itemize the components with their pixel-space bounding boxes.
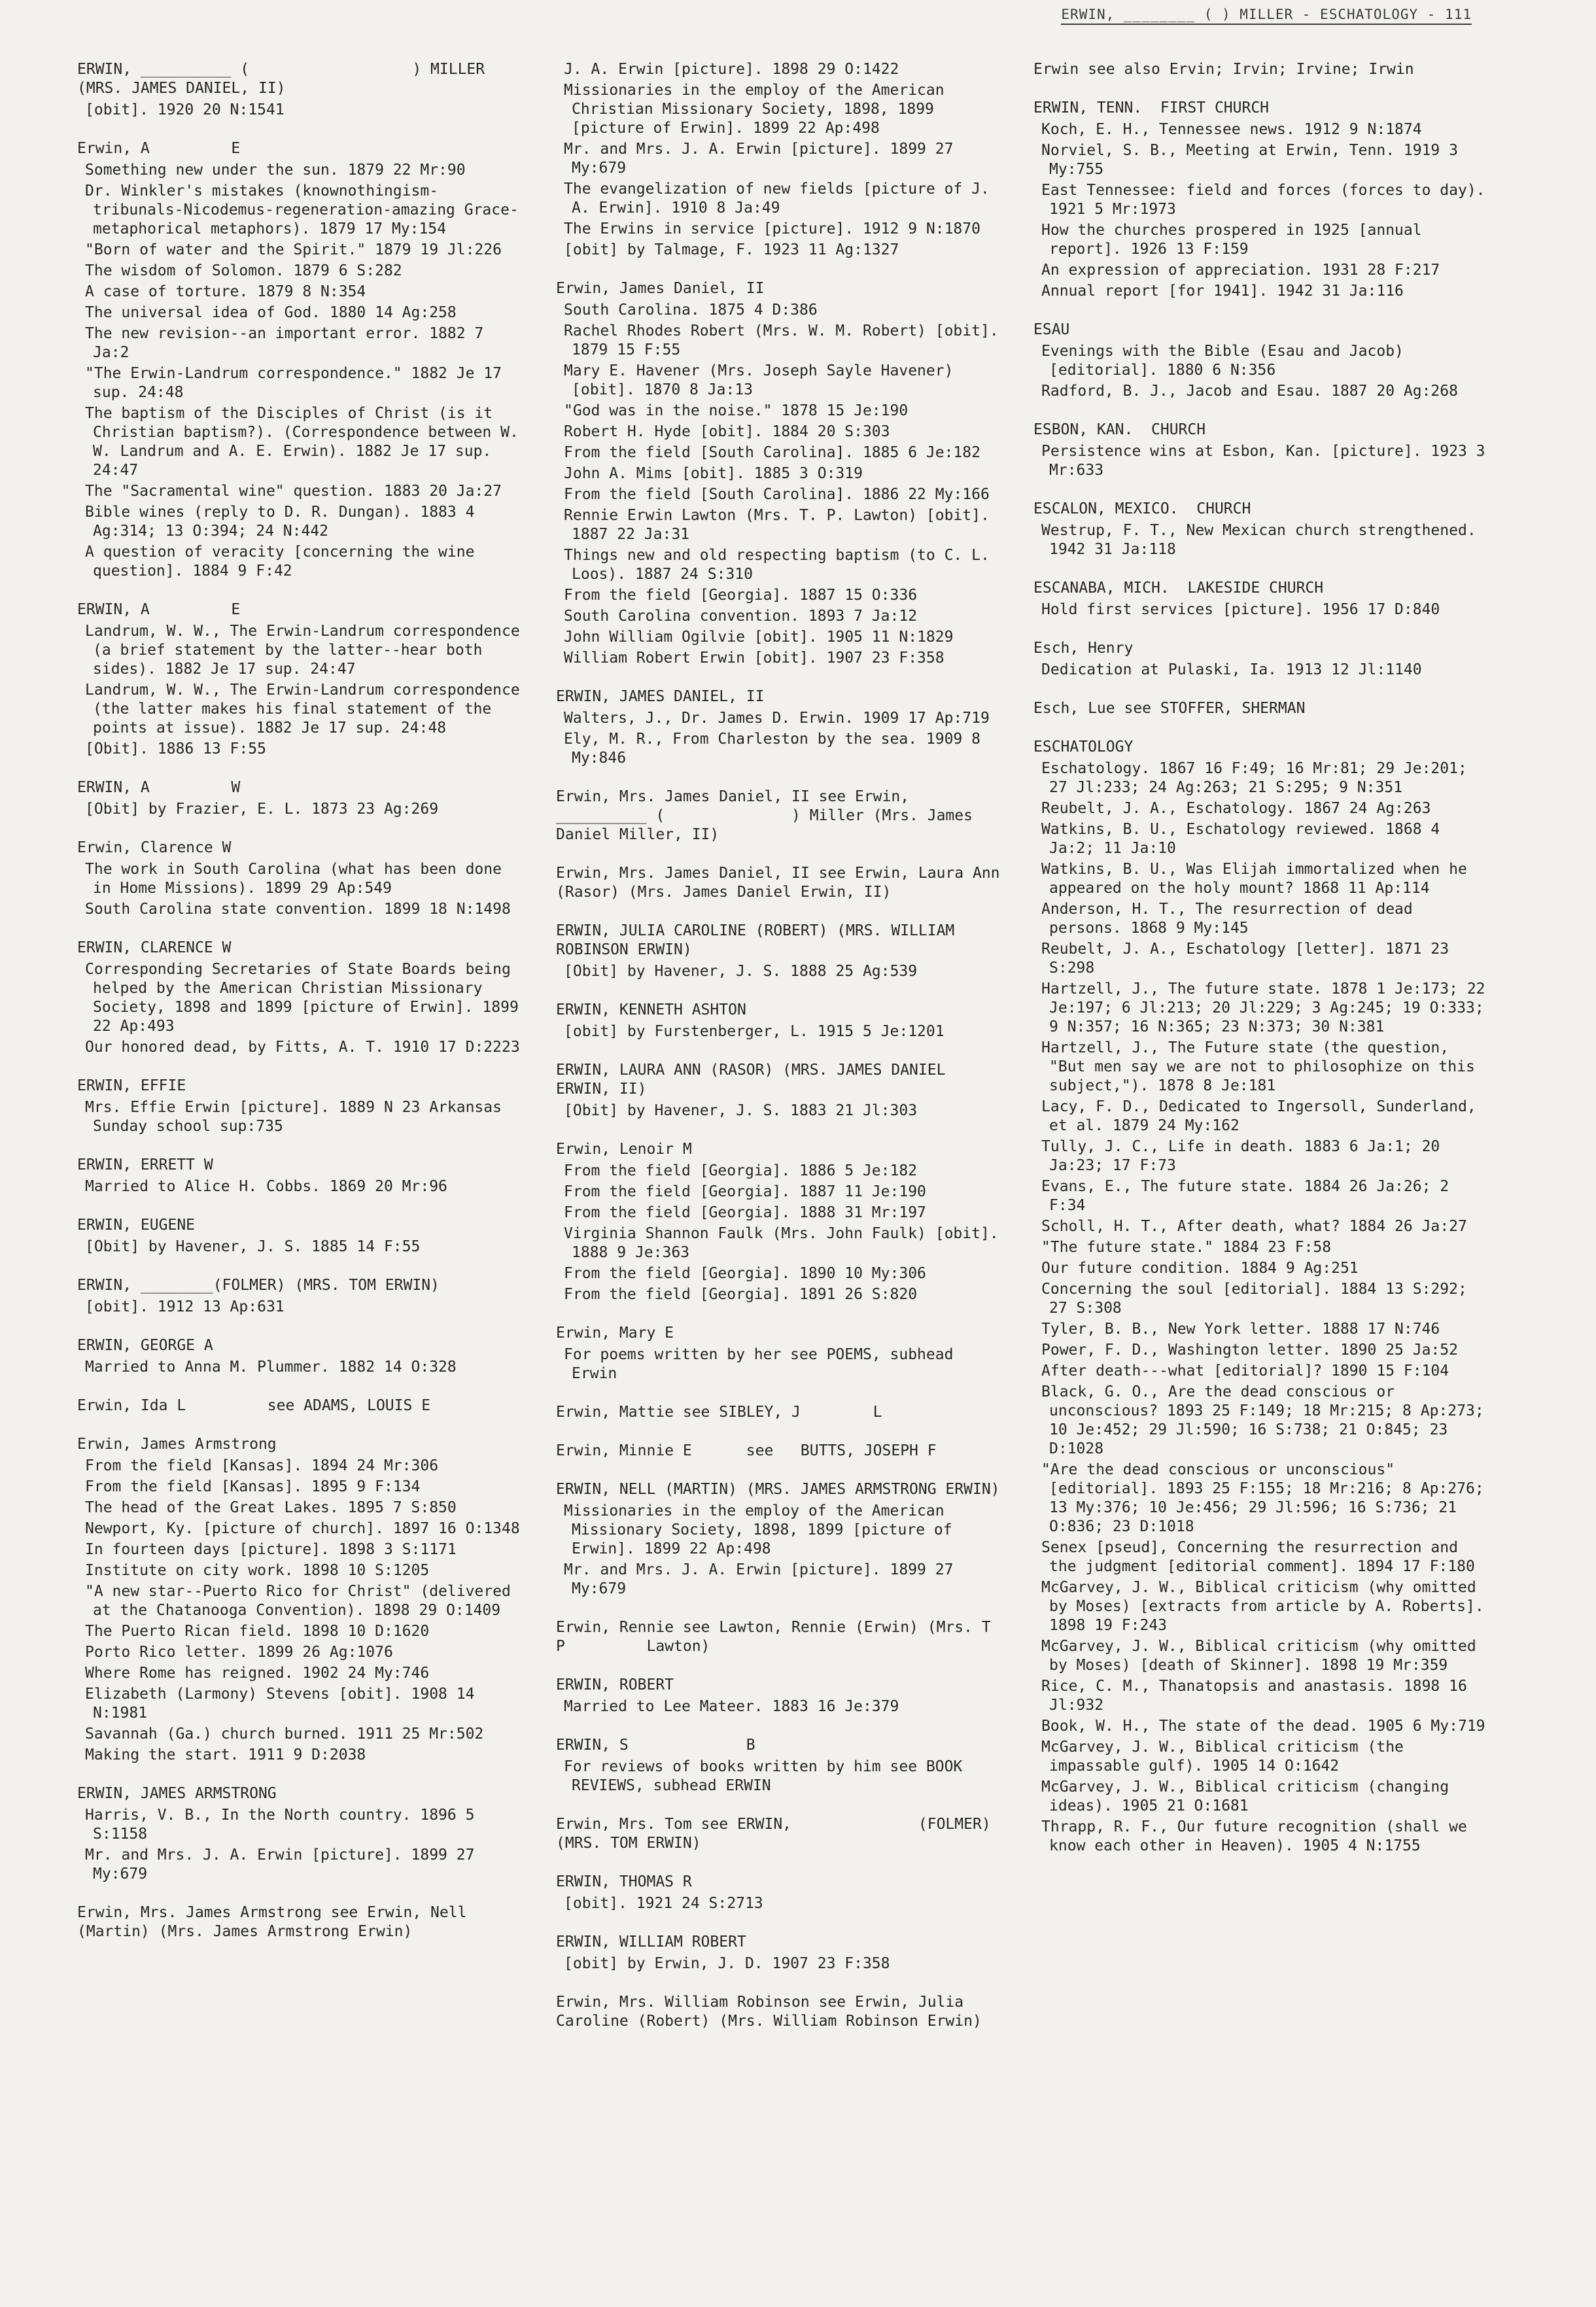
index-entry (556, 60, 1007, 260)
citation: William Robert Erwin [obit]. 1907 23 F:358 (564, 650, 945, 667)
citation: Mr. and Mrs. J. A. Erwin [picture]. 1899 27 My:679 (564, 141, 963, 177)
citation: Evans, E., The future state. 1884 26 Ja:26; 2 F:34 (1041, 1178, 1458, 1214)
citation: The work in South Carolina (what has been done in Home Missions). 1899 29 Ap:549 (85, 861, 511, 897)
citation: McGarvey, J. W., Biblical criticism (the impassable gulf). 1905 14 O:1642 (1041, 1739, 1413, 1775)
citation: Virginia Shannon Faulk (Mrs. John Faulk) [obit]. 1888 9 Je:363 (564, 1225, 1008, 1261)
entry-heading: Erwin, Rennie see Lawton, Rennie (Erwin) (Mrs. T P Lawton) (556, 1619, 1073, 1655)
citation: How the churches prospered in 1925 [annual report]. 1926 13 F:159 (1041, 222, 1431, 258)
entry-heading: ERWIN, TENN. FIRST CHURCH (1033, 99, 1270, 116)
citation: Black, G. O., Are the dead conscious or unconscious? 1893 25 F:149; 18 Mr:215; 8 Ap:273; 10 Je:452; 29 Jl:590; 16 S:738; 21 O:845; 23 D:1028 (1041, 1383, 1493, 1457)
entry-heading: Erwin, Ida L see ADAMS, LOUIS E (77, 1397, 431, 1414)
entry-heading: Erwin, James Armstrong (77, 1436, 277, 1453)
index-entry (77, 778, 522, 819)
citation: Savannah (Ga.) church burned. 1911 25 Mr:502 (85, 1726, 484, 1743)
index-entry (1033, 500, 1491, 559)
citation: Making the start. 1911 9 D:2038 (85, 1746, 366, 1763)
citation: Married to Lee Mateer. 1883 16 Je:379 (564, 1698, 899, 1715)
index-entry (556, 1736, 1007, 1795)
citation: Married to Alice H. Cobbs. 1869 20 Mr:96 (85, 1178, 447, 1195)
index-entry (556, 1933, 1007, 1973)
entry-heading: Erwin, Clarence W (77, 839, 232, 856)
entry-heading: ESCANABA, MICH. LAKESIDE CHURCH (1033, 580, 1324, 597)
index-entry (1033, 738, 1495, 1856)
citation: Power, F. D., Washington letter. 1890 25 Ja:52 (1041, 1342, 1458, 1359)
index-entry (556, 687, 1007, 768)
citation: The new revision--an important error. 1882 7 Ja:2 (85, 325, 493, 361)
citation: Hold first services [picture]. 1956 17 D:840 (1041, 601, 1440, 618)
citation: Landrum, W. W., The Erwin-Landrum correspondence (a brief statement by the latter--hear both sides). 1882 Je 17 sup. 24:47 (85, 623, 529, 678)
citation: "Are the dead conscious or unconscious" [editorial]. 1893 25 F:155; 18 Mr:216; 8 Ap:276; 13 My:376; 10 Je:456; 29 Jl:596; 16 S:736; 21 O:836; 23 D:1018 (1041, 1461, 1493, 1535)
index-entry (77, 839, 522, 919)
index-entry (556, 788, 1007, 844)
citation: An expression of appreciation. 1931 28 F:217 (1041, 262, 1440, 279)
index-entry (556, 1676, 1007, 1716)
citation: Radford, B. J., Jacob and Esau. 1887 20 Ag:268 (1041, 383, 1458, 400)
citation: Hartzell, J., The Future state (the question, "But men say we are not to philosophize on this subject,"). 1878 8 Je:181 (1041, 1039, 1484, 1094)
citation: [obit] by Erwin, J. D. 1907 23 F:358 (564, 1955, 890, 1972)
index-entry (1033, 579, 1491, 619)
citation: From the field [Georgia]. 1886 5 Je:182 (564, 1162, 918, 1179)
citation: Our honored dead, by Fitts, A. T. 1910 17 D:2223 (85, 1039, 520, 1056)
entry-heading: ERWIN, S B (556, 1737, 755, 1754)
citation: "The Erwin-Landrum correspondence." 1882 Je 17 sup. 24:48 (85, 365, 511, 401)
entry-heading: Erwin, Mrs. William Robinson see Erwin, Julia Caroline (Robert) (Mrs. William Robinson Erwin) (556, 1994, 982, 2030)
entry-heading: ERWIN, JAMES DANIEL, II (556, 688, 765, 705)
citation: From the field [Georgia]. 1891 26 S:820 (564, 1286, 918, 1303)
index-entry (77, 1276, 522, 1317)
index-entry (556, 864, 1007, 902)
citation: John A. Mims [obit]. 1885 3 O:319 (564, 465, 863, 482)
citation: The "Sacramental wine" question. 1883 20 Ja:27 (85, 483, 502, 500)
citation: Walters, J., Dr. James D. Erwin. 1909 17 Ap:719 (564, 710, 990, 727)
citation: [obit]. 1912 13 Ap:631 (85, 1298, 285, 1315)
index-entry (77, 60, 522, 120)
citation: [obit]. 1920 20 N:1541 (85, 101, 285, 118)
citation: A question of veracity [concerning the wine question]. 1884 9 F:42 (85, 544, 484, 580)
index-entry (556, 1618, 1073, 1656)
entry-heading: Erwin see also Ervin; Irvin; Irvine; Irwin (1033, 61, 1414, 78)
citation: From the field [Georgia]. 1890 10 My:306 (564, 1265, 926, 1282)
citation: [Obit] by Frazier, E. L. 1873 23 Ag:269 (85, 801, 439, 818)
index-column-right (1033, 60, 1495, 1875)
citation: Elizabeth (Larmony) Stevens [obit]. 1908 14 N:1981 (85, 1686, 484, 1722)
citation: For poems written by her see POEMS, subhead Erwin (564, 1346, 963, 1382)
index-entry (1033, 99, 1495, 301)
citation: The universal idea of God. 1880 14 Ag:258 (85, 304, 457, 321)
citation: South Carolina. 1875 4 D:386 (564, 302, 818, 319)
citation: McGarvey, J. W., Biblical criticism (changing ideas). 1905 21 O:1681 (1041, 1778, 1458, 1814)
citation: Ely, M. R., From Charleston by the sea. 1909 8 My:846 (564, 731, 990, 767)
citation: Corresponding Secretaries of State Boards being helped by the American Christian Missionary Society, 1898 and 1899 [picture of Erwin]. 1899 22 Ap:493 (85, 961, 528, 1035)
entry-heading: Erwin, Mrs. Tom see ERWIN, (FOLMER) (MRS. TOM ERWIN) (556, 1816, 1000, 1852)
citation: From the field [Kansas]. 1895 9 F:134 (85, 1478, 421, 1495)
citation: A case of torture. 1879 8 N:354 (85, 283, 366, 300)
citation: Watkins, B. U., Was Elijah immortalized when he appeared on the holy mount? 1868 11 Ap:114 (1041, 861, 1476, 897)
index-entry (556, 922, 1007, 981)
index-entry (77, 139, 528, 581)
entry-heading: Erwin, James Daniel, II (556, 280, 765, 297)
citation: Evenings with the Bible (Esau and Jacob) [editorial]. 1880 6 N:356 (1041, 343, 1413, 379)
entry-heading: ERWIN, CLARENCE W (77, 939, 232, 956)
index-entry (556, 1324, 1007, 1383)
index-entry (556, 1480, 1007, 1599)
index-entry (556, 1001, 1007, 1041)
citation: Persistence wins at Esbon, Kan. [picture]. 1923 3 Mr:633 (1041, 443, 1495, 479)
entry-heading: ERWIN, JAMES ARMSTRONG (77, 1785, 277, 1802)
citation: Landrum, W. W., The Erwin-Landrum correspondence (the latter makes his final statement of the points at issue). 1882 Je 17 sup. 24:48 (85, 682, 529, 737)
citation: Married to Anna M. Plummer. 1882 14 O:328 (85, 1359, 457, 1376)
index-entry (556, 1815, 1007, 1853)
citation: The wisdom of Solomon. 1879 6 S:282 (85, 262, 402, 279)
citation: [Obit] by Havener, J. S. 1883 21 Jl:303 (564, 1102, 918, 1119)
entry-heading: Erwin, A E (77, 140, 241, 157)
citation: Harris, V. B., In the North country. 1896 5 S:1158 (85, 1807, 484, 1843)
citation: Reubelt, J. A., Eschatology. 1867 24 Ag:263 (1041, 800, 1431, 817)
citation: Hartzell, J., The future state. 1878 1 Je:173; 22 Je:197; 6 Jl:213; 20 Jl:229; 3 Ag:245; 19 O:333; 9 N:357; 16 N:365; 23 N:373; 30 N:381 (1041, 980, 1495, 1035)
citation: Things new and old respecting baptism (to C. L. Loos). 1887 24 S:310 (564, 547, 999, 583)
entry-heading: Erwin, Mrs. James Daniel, II see Erwin, Laura Ann (Rasor) (Mrs. James Daniel Erwin, II) (556, 865, 1009, 901)
entry-heading: ERWIN, A W (77, 779, 241, 796)
citation: Mr. and Mrs. J. A. Erwin [picture]. 1899 27 My:679 (85, 1847, 484, 1882)
citation: "Born of water and the Spirit." 1879 19 Jl:226 (85, 241, 502, 258)
citation: Mrs. Effie Erwin [picture]. 1889 N 23 Arkansas Sunday school sup:735 (85, 1099, 511, 1135)
citation: Dr. Winkler's mistakes (knownothingism-tribunals-Nicodemus-regeneration-amazing Grace-metaphorical metaphors). 1879 17 My:154 (85, 182, 519, 237)
citation: Thrapp, R. F., Our future recognition (shall we know each other in Heaven). 1905 4 N:1755 (1041, 1818, 1476, 1854)
citation: Book, W. H., The state of the dead. 1905 6 My:719 (1041, 1718, 1485, 1735)
index-entry (77, 1077, 522, 1136)
entry-heading: Esch, Lue see STOFFER, SHERMAN (1033, 700, 1306, 717)
citation: "A new star--Puerto Rico for Christ" (delivered at the Chatanooga Convention). 1898 29 O:1409 (85, 1583, 520, 1619)
entry-heading: ERWIN, __________ ( ) MILLER (MRS. JAMES DANIEL, II) (77, 61, 494, 97)
index-entry (77, 1396, 522, 1415)
citation: Rennie Erwin Lawton (Mrs. T. P. Lawton) [obit]. 1887 22 Ja:31 (564, 507, 999, 543)
citation: McGarvey, J. W., Biblical criticism (why omitted by Moses) [death of Skinner]. 1898 19 Mr:359 (1041, 1638, 1485, 1674)
citation: For reviews of books written by him see BOOK REVIEWS, subhead ERWIN (564, 1758, 972, 1794)
entry-heading: ERWIN, KENNETH ASHTON (556, 1001, 746, 1018)
citation: Norviel, S. B., Meeting at Erwin, Tenn. 1919 3 My:755 (1041, 142, 1467, 178)
citation: Missionaries in the employ of the American Missionary Society, 1898, 1899 [picture of Erwin]. 1899 22 Ap:498 (564, 1502, 962, 1557)
citation: Porto Rico letter. 1899 26 Ag:1076 (85, 1644, 393, 1661)
citation: John William Ogilvie [obit]. 1905 11 N:1829 (564, 629, 954, 646)
entry-heading: ERWIN, JULIA CAROLINE (ROBERT) (MRS. WILLIAM ROBINSON ERWIN) (556, 922, 964, 958)
citation: Reubelt, J. A., Eschatology [letter]. 1871 23 S:298 (1041, 941, 1458, 977)
entry-heading: ERWIN, LAURA ANN (RASOR) (MRS. JAMES DANIEL ERWIN, II) (556, 1062, 955, 1098)
entry-heading: Erwin, Mary E (556, 1325, 674, 1342)
citation: "The future state." 1884 23 F:58 (1041, 1239, 1332, 1256)
citation: In fourteen days [picture]. 1898 3 S:1171 (85, 1541, 457, 1558)
citation: Anderson, H. T., The resurrection of dead persons. 1868 9 My:145 (1041, 901, 1422, 937)
citation: J. A. Erwin [picture]. 1898 29 O:1422 (564, 61, 899, 78)
entry-heading: ERWIN, GEORGE A (77, 1337, 213, 1354)
entry-heading: Esch, Henry (1033, 640, 1134, 657)
citation: Annual report [for 1941]. 1942 31 Ja:116 (1041, 283, 1404, 300)
citation: McGarvey, J. W., Biblical criticism (why omitted by Moses) [extracts from article by A. Roberts]. 1898 19 F:243 (1041, 1579, 1493, 1634)
citation: Tully, J. C., Life in death. 1883 6 Ja:1; 20 Ja:23; 17 F:73 (1041, 1138, 1449, 1174)
entry-heading: Erwin, Minnie E see BUTTS, JOSEPH F (556, 1442, 937, 1459)
index-entry (556, 1442, 1007, 1461)
citation: Rice, C. M., Thanatopsis and anastasis. 1898 16 Jl:932 (1041, 1678, 1476, 1714)
citation: [obit]. 1921 24 S:2713 (564, 1895, 763, 1912)
entry-heading: ESBON, KAN. CHURCH (1033, 421, 1206, 438)
citation: South Carolina state convention. 1899 18 N:1498 (85, 901, 511, 918)
index-entry (556, 1403, 1007, 1422)
citation: [Obit] by Havener, J. S. 1888 25 Ag:539 (564, 963, 918, 980)
citation: Concerning the soul [editorial]. 1884 13 S:292; 27 S:308 (1041, 1281, 1476, 1317)
index-entry (556, 1140, 1007, 1304)
citation: After death---what [editorial]? 1890 15 F:104 (1041, 1362, 1449, 1379)
index-entry (1033, 321, 1491, 401)
index-entry (1033, 699, 1491, 718)
entry-heading: ERWIN, NELL (MARTIN) (MRS. JAMES ARMSTRONG ERWIN) (556, 1481, 1000, 1498)
citation: [Obit] by Havener, J. S. 1885 14 F:55 (85, 1238, 421, 1255)
index-entry (1033, 639, 1491, 680)
citation: From the field [Kansas]. 1894 24 Mr:306 (85, 1457, 439, 1474)
citation: From the field [South Carolina]. 1885 6 Je:182 (564, 444, 980, 461)
index-entry (77, 1216, 522, 1257)
entry-heading: Erwin, Lenoir M (556, 1141, 692, 1158)
citation: From the field [Georgia]. 1887 11 Je:190 (564, 1183, 926, 1200)
entry-heading: ESAU (1033, 321, 1070, 338)
index-entry (77, 1156, 522, 1196)
index-entry (556, 1061, 1007, 1120)
citation: Watkins, B. U., Eschatology reviewed. 1868 4 Ja:2; 11 Ja:10 (1041, 821, 1449, 857)
entry-heading: ERWIN, THOMAS R (556, 1873, 692, 1890)
citation: The Puerto Rican field. 1898 10 D:1620 (85, 1623, 430, 1640)
running-head: ERWIN, ________ ( ) MILLER - ESCHATOLOGY - 111 (1061, 7, 1472, 25)
index-entry (1033, 60, 1491, 79)
citation: Bible wines (reply to D. R. Dungan). 1883 4 Ag:314; 13 O:394; 24 N:442 (85, 504, 484, 540)
citation: East Tennessee: field and forces (forces to day). 1921 5 Mr:1973 (1041, 182, 1495, 218)
citation: Lacy, F. D., Dedicated to Ingersoll, Sunderland, et al. 1879 24 My:162 (1041, 1098, 1485, 1134)
index-entry (556, 1873, 1007, 1913)
citation: Mary E. Havener (Mrs. Joseph Sayle Havener) [obit]. 1870 8 Ja:13 (564, 362, 963, 398)
citation: The evangelization of new fields [picture of J. A. Erwin]. 1910 8 Ja:49 (564, 181, 999, 217)
citation: Missionaries in the employ of the American Christian Missionary Society, 1898, 1899 [picture of Erwin]. 1899 22 Ap:498 (564, 82, 954, 137)
citation: From the field [Georgia]. 1887 15 O:336 (564, 587, 918, 604)
entry-heading: ERWIN, EFFIE (77, 1077, 186, 1094)
citation: "God was in the noise." 1878 15 Je:190 (564, 402, 909, 419)
index-entry (556, 1993, 1007, 2031)
entry-heading: ERWIN, ERRETT W (77, 1156, 213, 1173)
index-entry (77, 1903, 522, 1941)
citation: [obit] by Furstenberger, L. 1915 5 Je:1201 (564, 1023, 945, 1040)
index-entry (77, 939, 528, 1057)
citation: [obit] by Talmage, F. 1923 11 Ag:1327 (564, 241, 899, 258)
entry-heading: Erwin, Mrs. James Daniel, II see Erwin, __________ ( ) Miller (Mrs. James Daniel Miller, II) (556, 788, 982, 843)
citation: Newport, Ky. [picture of church]. 1897 16 O:1348 (85, 1520, 520, 1537)
citation: The Erwins in service [picture]. 1912 9 N:1870 (564, 220, 980, 237)
entry-heading: Erwin, Mrs. James Armstrong see Erwin, Nell (Martin) (Mrs. James Armstrong Erwin) (77, 1904, 476, 1940)
citation: The head of the Great Lakes. 1895 7 S:850 (85, 1499, 457, 1516)
citation: South Carolina convention. 1893 7 Ja:12 (564, 608, 918, 625)
entry-heading: ERWIN, ________(FOLMER) (MRS. TOM ERWIN) (77, 1277, 440, 1294)
citation: Westrup, F. T., New Mexican church strengthened. 1942 31 Ja:118 (1041, 522, 1485, 558)
index-entry (556, 279, 1007, 668)
citation: From the field [Georgia]. 1888 31 Mr:197 (564, 1204, 926, 1221)
citation: Senex [pseud], Concerning the resurrection and the judgment [editorial comment]. 1894 17 F:180 (1041, 1539, 1475, 1575)
citation: Tyler, B. B., New York letter. 1888 17 N:746 (1041, 1321, 1440, 1338)
entry-heading: ESCALON, MEXICO. CHURCH (1033, 500, 1251, 517)
citation: Institute on city work. 1898 10 S:1205 (85, 1562, 430, 1579)
citation: Koch, E. H., Tennessee news. 1912 9 N:1874 (1041, 121, 1422, 138)
entry-heading: ERWIN, WILLIAM ROBERT (556, 1934, 746, 1951)
index-column-left (77, 60, 529, 1961)
index-entry (77, 1336, 522, 1377)
citation: Scholl, H. T., After death, what? 1884 26 Ja:27 (1041, 1218, 1467, 1235)
citation: Eschatology. 1867 16 F:49; 16 Mr:81; 29 Je:201; 27 Jl:233; 24 Ag:263; 21 S:295; 9 N:351 (1041, 760, 1476, 796)
citation: Something new under the sun. 1879 22 Mr:90 (85, 162, 466, 179)
citation: Robert H. Hyde [obit]. 1884 20 S:303 (564, 423, 890, 440)
index-entry (77, 600, 529, 759)
entry-heading: Erwin, Mattie see SIBLEY, J L (556, 1404, 882, 1421)
citation: Dedication at Pulaski, Ia. 1913 12 Jl:1140 (1041, 661, 1422, 678)
index-entry (1033, 421, 1495, 480)
citation: Mr. and Mrs. J. A. Erwin [picture]. 1899 27 My:679 (564, 1561, 963, 1597)
citation: The baptism of the Disciples of Christ (is it Christian baptism?). (Correspondence between W. W. Landrum and A. E. Erwin). 1882 Je 17 sup. 24:47 (85, 405, 528, 479)
citation: Our future condition. 1884 9 Ag:251 (1041, 1260, 1359, 1277)
index-entry (77, 1784, 522, 1884)
index-entry (77, 1435, 522, 1765)
citation: From the field [South Carolina]. 1886 22 My:166 (564, 486, 990, 503)
entry-heading: ERWIN, EUGENE (77, 1217, 196, 1234)
entry-heading: ERWIN, A E (77, 601, 241, 618)
entry-heading: ESCHATOLOGY (1033, 738, 1134, 755)
citation: Rachel Rhodes Robert (Mrs. W. M. Robert) [obit]. 1879 15 F:55 (564, 322, 1008, 358)
citation: Where Rome has reigned. 1902 24 My:746 (85, 1665, 430, 1682)
entry-heading: ERWIN, ROBERT (556, 1676, 674, 1693)
citation: [Obit]. 1886 13 F:55 (85, 740, 266, 757)
